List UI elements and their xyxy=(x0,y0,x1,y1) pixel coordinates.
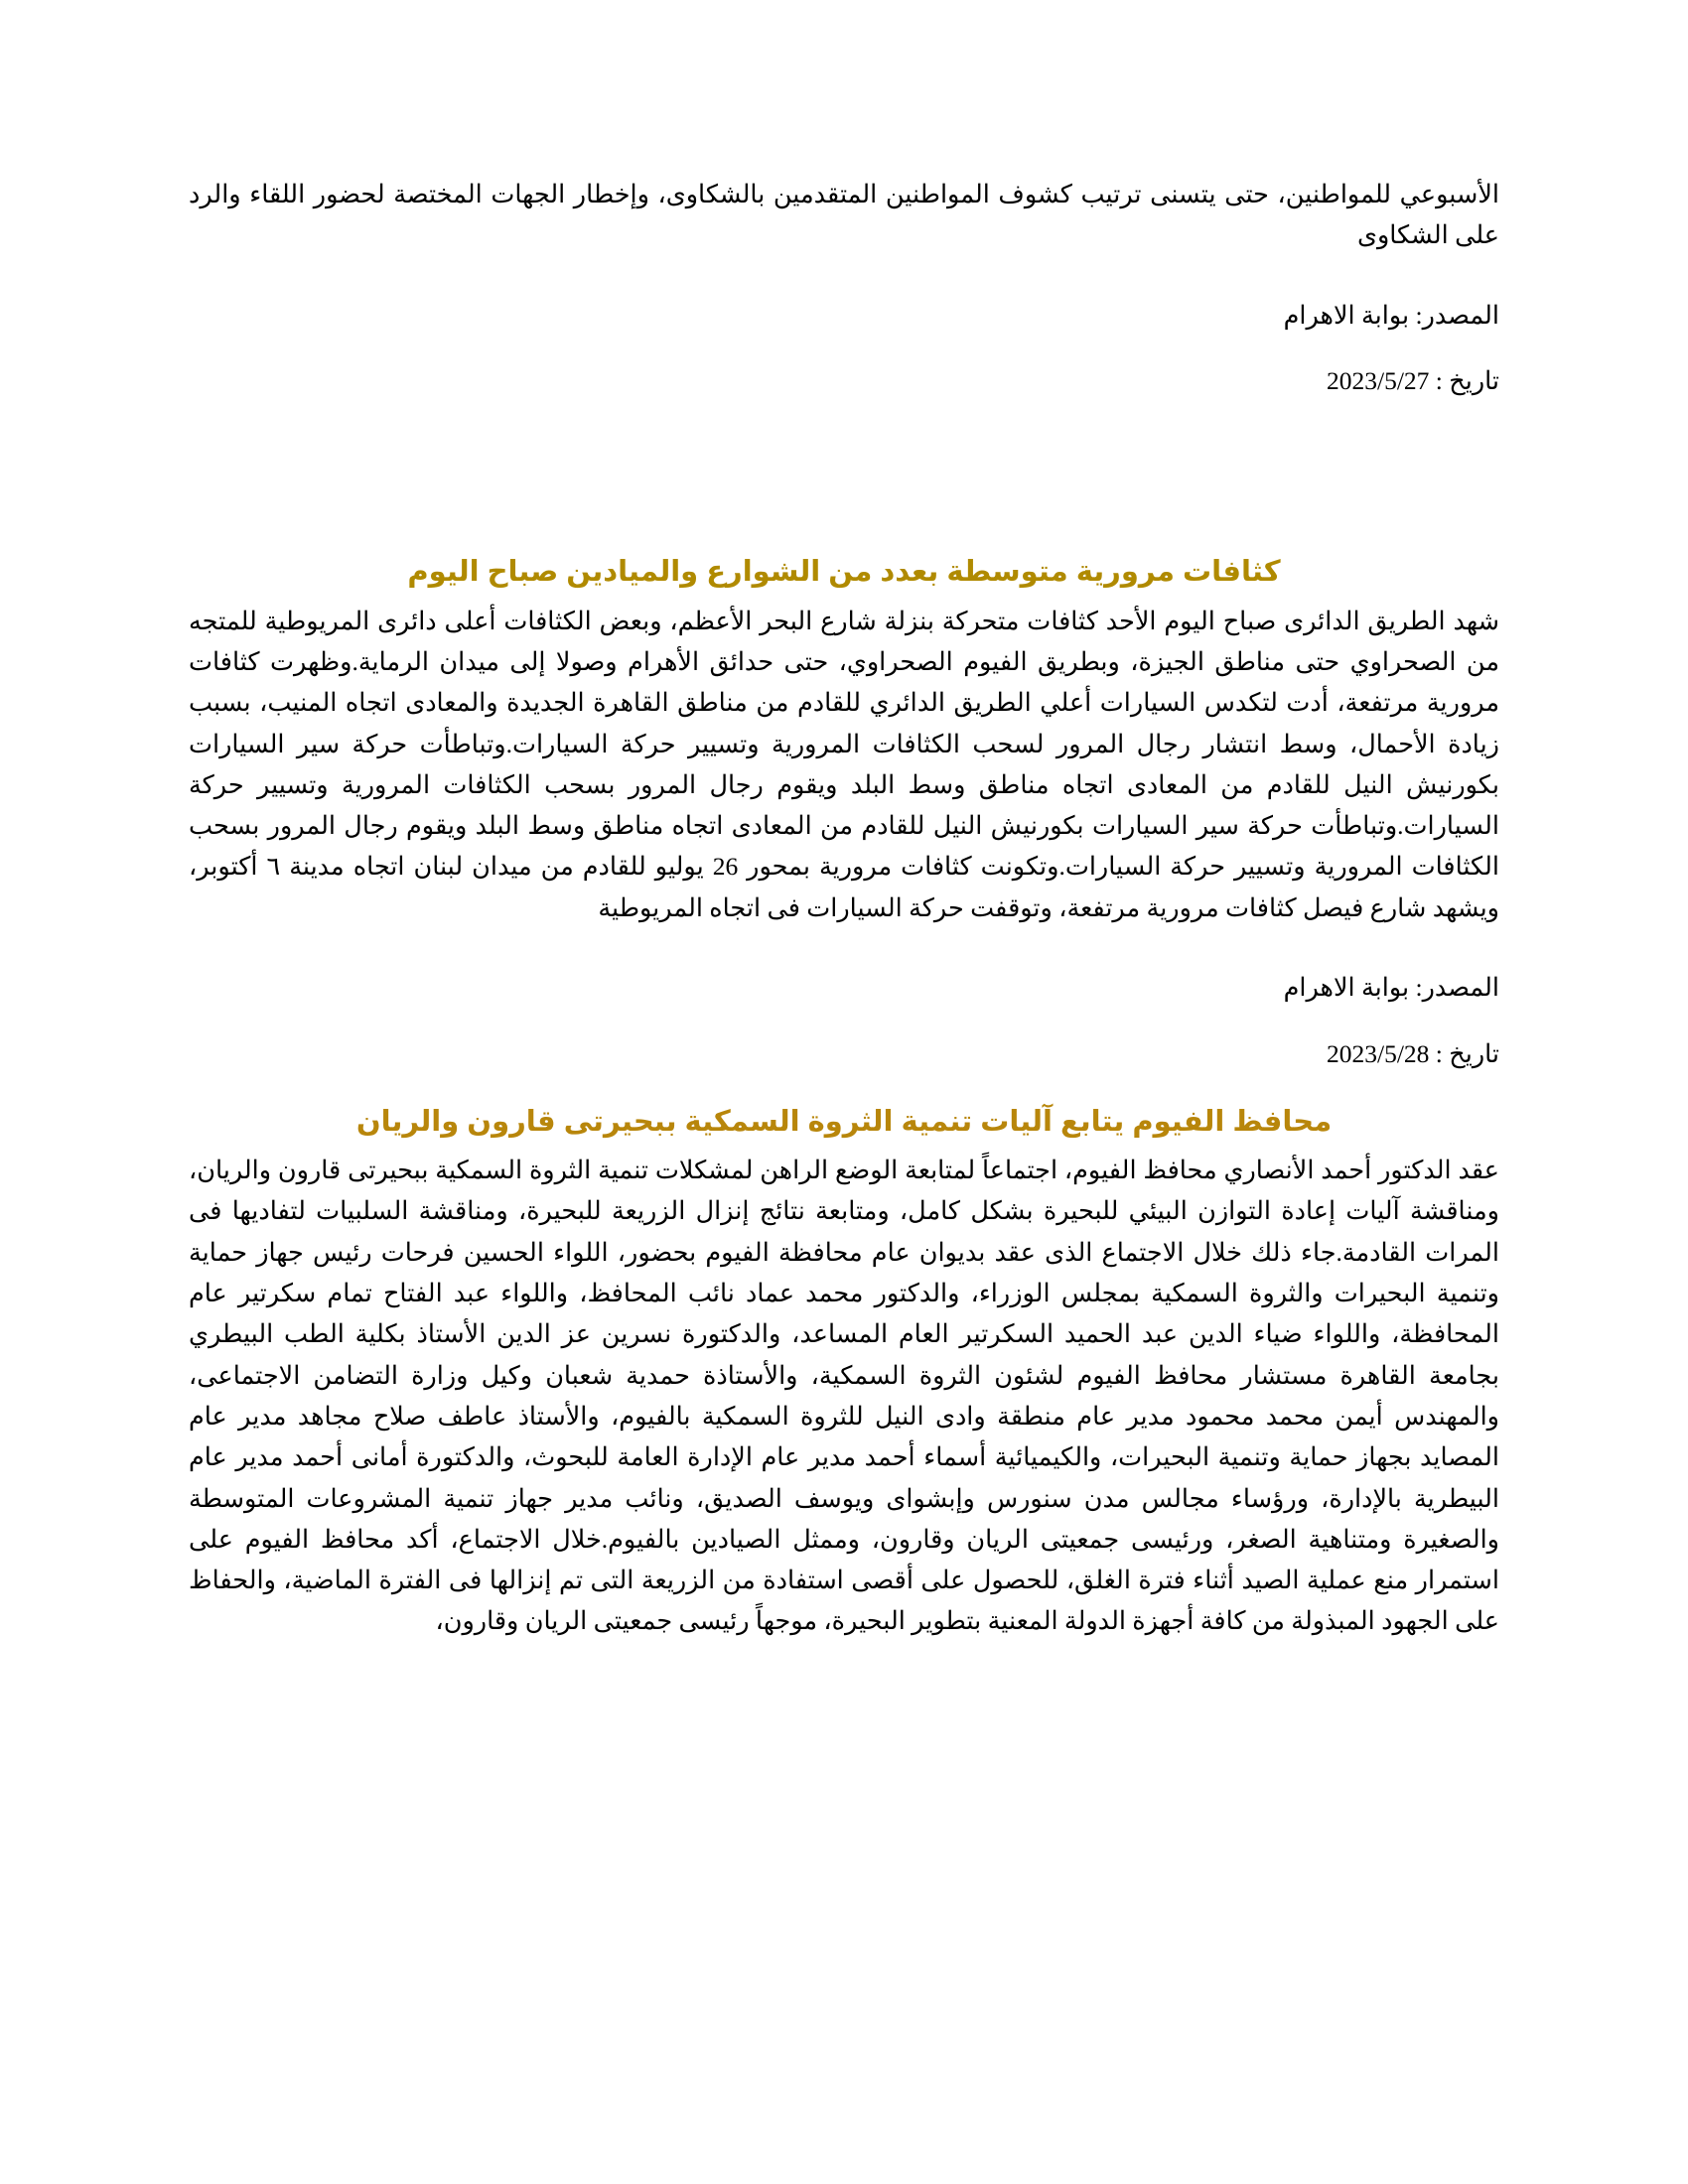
date-line-1 xyxy=(189,361,1499,402)
article-1-date-value: 2023/5/28 xyxy=(1327,1038,1430,1068)
top-paragraph-continuation: الأسبوعي للمواطنين، حتى يتسنى ترتيب كشوف المواطنين المتقدمين بالشكاوى، وإخطار الجهات المختصة لحضور اللقاء والرد على الشكاوى xyxy=(189,180,1499,250)
spacer xyxy=(189,1075,1499,1101)
article-1-date-line xyxy=(189,1034,1499,1075)
section-spacer xyxy=(189,402,1499,551)
spacer xyxy=(189,260,1499,296)
article-2-body: عقد الدكتور أحمد الأنصاري محافظ الفيوم، اجتماعاً لمتابعة الوضع الراهن لمشكلات تنمية الثروة السمكية ببحيرتى قارون والريان، ومناقشة آليات إعادة التوازن البيئي للبحيرة بشكل كامل، ومتابعة نتائج إنزال الزريعة للبحيرة، ومناقشة السلبيات لتفاديها فى المرات القادمة.جاء ذلك خلال الاجتماع الذى عقد بديوان عام محافظة الفيوم بحضور، اللواء الحسين فرحات رئيس جهاز حماية وتنمية البحيرات والثروة السمكية بمجلس الوزراء، والدكتور محمد عماد نائب المحافظ، واللواء عبد الفتاح تمام سكرتير عام المحافظة، واللواء ضياء الدين عبد الحميد السكرتير العام المساعد، والدكتورة نسرين عز الدين الأستاذ بكلية الطب البيطري بجامعة القاهرة مستشار محافظ الفيوم لشئون الثروة السمكية، والأستاذة حمدية شعبان وكيل وزارة التضامن الاجتماعى، والمهندس أيمن محمد محمود مدير عام منطقة وادى النيل للثروة السمكية بالفيوم، والأستاذ عاطف صلاح مجاهد مدير عام المصايد بجهاز حماية وتنمية البحيرات، والكيميائية أسماء أحمد مدير عام الإدارة العامة للبحوث، والدكتورة أمانى أحمد مدير عام البيطرية بالإدارة، ورؤساء مجالس مدن سنورس وإبشواى ويوسف الصديق، ونائب مدير جهاز تنمية المشروعات المتوسطة والصغيرة ومتناهية الصغر، ورئيسى جمعيتى الريان وقارون، وممثل الصيادين بالفيوم.خلال الاجتماع، أكد محافظ الفيوم على استمرار منع عملية الصيد أثناء فترة الغلق، للحصول على أقصى استفادة من الزريعة التى تم إنزالها فى الفترة الماضية، والحفاظ على الجهود المبذولة من كافة أجهزة الدولة المعنية بتطوير البحيرة، موجهاً رئيسى جمعيتى الريان وقارون، xyxy=(189,1156,1499,1636)
source-label-1: المصدر: بوابة الاهرام xyxy=(1283,300,1499,330)
spacer xyxy=(189,336,1499,361)
article-1-date-label: تاريخ : xyxy=(1429,1038,1499,1068)
spacer xyxy=(189,932,1499,968)
article-2-headline: محافظ الفيوم يتابع آليات تنمية الثروة السمكية ببحيرتى قارون والريان xyxy=(355,1105,1333,1138)
article-1-source-label: المصدر: بوابة الاهرام xyxy=(1283,973,1499,1003)
date-label-1: تاريخ : xyxy=(1429,366,1499,396)
date-value-1: 2023/5/27 xyxy=(1327,366,1430,396)
article-1-body: شهد الطريق الدائرى صباح اليوم الأحد كثافات متحركة بنزلة شارع البحر الأعظم، وبعض الكثافات أعلى دائرى المريوطية للمتجه من الصحراوي حتى مناطق الجيزة، وبطريق الفيوم الصحراوي، حتى حدائق الأهرام وصولا إلى ميدان الرماية.وظهرت كثافات مرورية مرتفعة، أدت لتكدس السيارات أعلي الطريق الدائري للقادم من مناطق القاهرة الجديدة والمعادى اتجاه المنيب، بسبب زيادة الأحمال، وسط انتشار رجال المرور لسحب الكثافات المرورية وتسيير حركة السيارات.وتباطأت حركة سير السيارات بكورنيش النيل للقادم من المعادى اتجاه مناطق وسط البلد ويقوم رجال المرور بسحب الكثافات المرورية وتسيير حركة السيارات.وتباطأت حركة سير السيارات بكورنيش النيل للقادم من المعادى اتجاه مناطق وسط البلد ويقوم رجال المرور بسحب الكثافات المرورية وتسيير حركة السيارات.وتكونت كثافات مرورية بمحور 26 يوليو للقادم من ميدان لبنان اتجاه مدينة ٦ أكتوبر، ويشهد شارع فيصل كثافات مرورية مرتفعة، وتوقفت حركة السيارات فى اتجاه المريوطية xyxy=(189,606,1499,922)
article-1-headline: كثافات مرورية متوسطة بعدد من الشوارع والميادين صباح اليوم xyxy=(407,556,1281,589)
spacer xyxy=(189,1009,1499,1034)
